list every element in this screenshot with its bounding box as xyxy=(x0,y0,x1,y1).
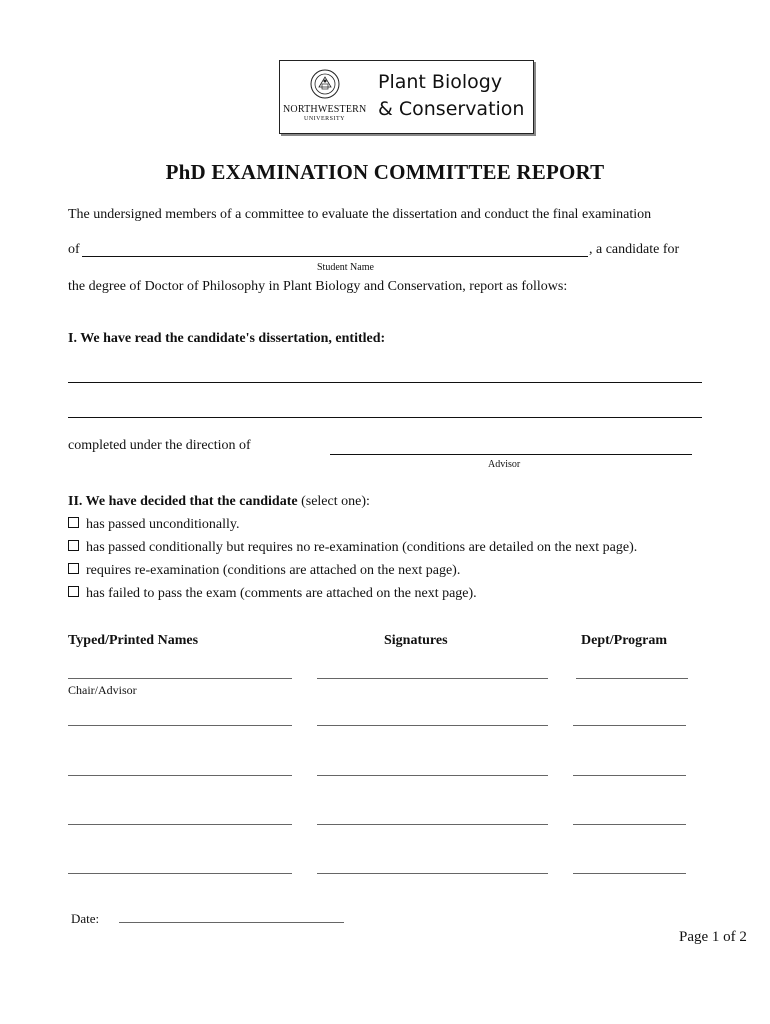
member5-name-field[interactable] xyxy=(68,873,292,874)
checkbox-passed-unconditionally[interactable] xyxy=(68,517,79,528)
completed-label: completed under the direction of xyxy=(68,438,251,453)
section2-heading xyxy=(68,494,370,510)
option-label: has passed conditionally but requires no re-examination (conditions are detailed on the next page). xyxy=(86,540,638,555)
member2-signature-field[interactable] xyxy=(317,725,548,726)
intro-line1: The undersigned members of a committee to evaluate the dissertation and conduct the final examination xyxy=(68,207,652,222)
chair-caption: Chair/Advisor xyxy=(68,683,137,697)
student-name-caption: Student Name xyxy=(317,262,374,273)
intro-line3: the degree of Doctor of Philosophy in Plant Biology and Conservation, report as follows: xyxy=(68,279,568,294)
page-title: PhD EXAMINATION COMMITTEE REPORT xyxy=(165,160,605,184)
member4-dept-field[interactable] xyxy=(573,824,686,825)
option-passed-conditionally[interactable] xyxy=(68,540,637,556)
section2-heading-bold: II. We have decided that the candidate xyxy=(68,494,298,509)
student-name-field[interactable] xyxy=(82,256,588,257)
col-header-names: Typed/Printed Names xyxy=(68,633,199,648)
date-field[interactable] xyxy=(119,922,344,923)
department-line2: & Conservation xyxy=(378,98,525,120)
member2-dept-field[interactable] xyxy=(573,725,686,726)
advisor-field[interactable] xyxy=(330,454,692,455)
col-header-signatures: Signatures xyxy=(384,633,448,648)
department-line1: Plant Biology xyxy=(378,71,503,93)
checkbox-passed-conditionally[interactable] xyxy=(68,540,79,551)
member3-signature-field[interactable] xyxy=(317,775,548,776)
dissertation-title-field-2[interactable] xyxy=(68,417,702,418)
member4-signature-field[interactable] xyxy=(317,824,548,825)
candidate-suffix: , a candidate for xyxy=(589,242,680,257)
chair-dept-field[interactable] xyxy=(576,678,688,679)
checkbox-failed[interactable] xyxy=(68,586,79,597)
member5-dept-field[interactable] xyxy=(573,873,686,874)
checkbox-requires-reexamination[interactable] xyxy=(68,563,79,574)
option-label: requires re-examination (conditions are attached on the next page). xyxy=(86,563,461,578)
chair-name-field[interactable] xyxy=(68,678,292,679)
university-name: NORTHWESTERN xyxy=(283,104,367,115)
member3-dept-field[interactable] xyxy=(573,775,686,776)
university-seal-icon xyxy=(310,69,340,99)
section2-heading-normal: (select one): xyxy=(297,494,370,509)
col-header-dept: Dept/Program xyxy=(581,633,668,648)
member3-name-field[interactable] xyxy=(68,775,292,776)
dissertation-title-field-1[interactable] xyxy=(68,382,702,383)
option-requires-reexamination[interactable] xyxy=(68,563,460,579)
member4-name-field[interactable] xyxy=(68,824,292,825)
option-label: has failed to pass the exam (comments are attached on the next page). xyxy=(86,586,477,601)
option-label: has passed unconditionally. xyxy=(86,517,240,532)
page-number: Page 1 of 2 xyxy=(679,929,747,945)
option-failed[interactable] xyxy=(68,586,477,602)
university-sub: UNIVERSITY xyxy=(304,116,345,122)
section1-heading: I. We have read the candidate's dissertation, entitled: xyxy=(68,331,386,346)
member5-signature-field[interactable] xyxy=(317,873,548,874)
of-label: of xyxy=(68,242,80,257)
department-logo xyxy=(279,60,534,134)
chair-signature-field[interactable] xyxy=(317,678,548,679)
option-passed-unconditionally[interactable] xyxy=(68,517,239,533)
member2-name-field[interactable] xyxy=(68,725,292,726)
advisor-caption: Advisor xyxy=(488,459,521,470)
date-label: Date: xyxy=(71,911,100,926)
department-name xyxy=(378,69,524,123)
